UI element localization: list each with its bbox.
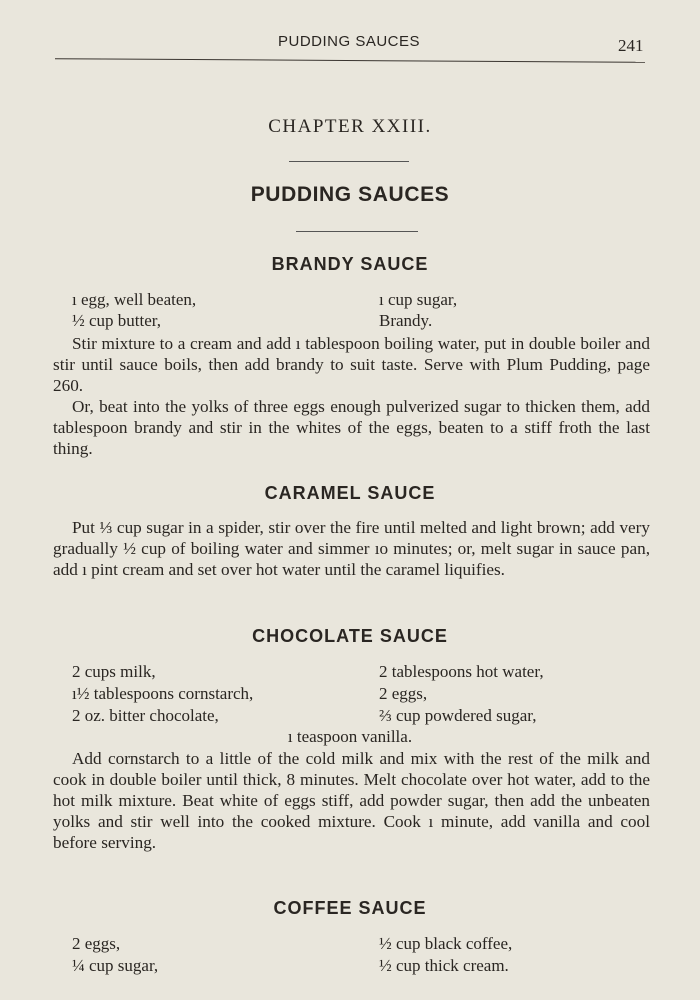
- ingredient: ı teaspoon vanilla.: [287, 727, 413, 746]
- paragraph: Stir mixture to a cream and add ı tablespoon boiling water, put in double boiler and stir until sauce boils, then add brandy to suit taste. Serve with Plum Pudding, page 260.: [53, 334, 650, 395]
- ingredient: ½ cup thick cream.: [379, 956, 509, 975]
- paragraph: Put ⅓ cup sugar in a spider, stir over the fire until melted and light brown; add very gradually ½ cup of boiling water and simmer ıo minutes; or, melt sugar in sauce pan, add ı pint cream and set over hot water until the caramel liquifies.: [53, 518, 650, 579]
- page-number: 241: [618, 36, 644, 55]
- ingredient: ⅔ cup powdered sugar,: [379, 706, 537, 725]
- running-title: PUDDING SAUCES: [278, 33, 421, 50]
- ingredient: ı½ tablespoons cornstarch,: [72, 684, 254, 703]
- title-divider: [296, 231, 418, 232]
- ingredient: ¼ cup sugar,: [72, 956, 159, 975]
- ingredient: 2 tablespoons hot water,: [379, 662, 544, 681]
- chocolate-sauce-heading: CHOCOLATE SAUCE: [252, 626, 448, 646]
- ingredient: ½ cup butter,: [72, 311, 162, 330]
- ingredient: ½ cup black coffee,: [379, 934, 513, 953]
- caramel-sauce-heading: CARAMEL SAUCE: [264, 483, 436, 503]
- chapter-label: CHAPTER XXIII.: [268, 116, 432, 137]
- ingredient: Brandy.: [379, 311, 433, 330]
- brandy-sauce-heading: BRANDY SAUCE: [271, 254, 429, 274]
- ingredient: 2 cups milk,: [72, 662, 156, 681]
- brandy-sauce-text: [53, 333, 650, 459]
- chapter-divider: [289, 161, 409, 162]
- ingredient: ı cup sugar,: [379, 290, 458, 309]
- caramel-sauce-text: [53, 517, 650, 580]
- chapter-title: PUDDING SAUCES: [250, 183, 450, 206]
- ingredient: 2 eggs,: [379, 684, 428, 703]
- paragraph: Add cornstarch to a little of the cold milk and mix with the rest of the milk and cook in double boiler until thick, 8 minutes. Melt chocolate over hot water, add to the hot milk mixture. Beat white of eggs stiff, add powder sugar, then add the unbeaten yolks and stir well into the cooked mixture. Cook ı minute, add vanilla and cool before serving.: [53, 749, 650, 852]
- ingredient: 2 eggs,: [72, 934, 121, 953]
- paragraph: Or, beat into the yolks of three eggs enough pulverized sugar to thicken them, add tablespoon brandy and stir in the whites of the eggs, beaten to a stiff froth the last thing.: [53, 397, 650, 458]
- coffee-sauce-heading: COFFEE SAUCE: [273, 898, 427, 918]
- chocolate-sauce-text: [53, 748, 650, 853]
- running-header: [0, 33, 700, 57]
- ingredient: ı egg, well beaten,: [72, 290, 197, 309]
- ingredient: 2 oz. bitter chocolate,: [72, 706, 219, 725]
- header-rule: [55, 58, 645, 63]
